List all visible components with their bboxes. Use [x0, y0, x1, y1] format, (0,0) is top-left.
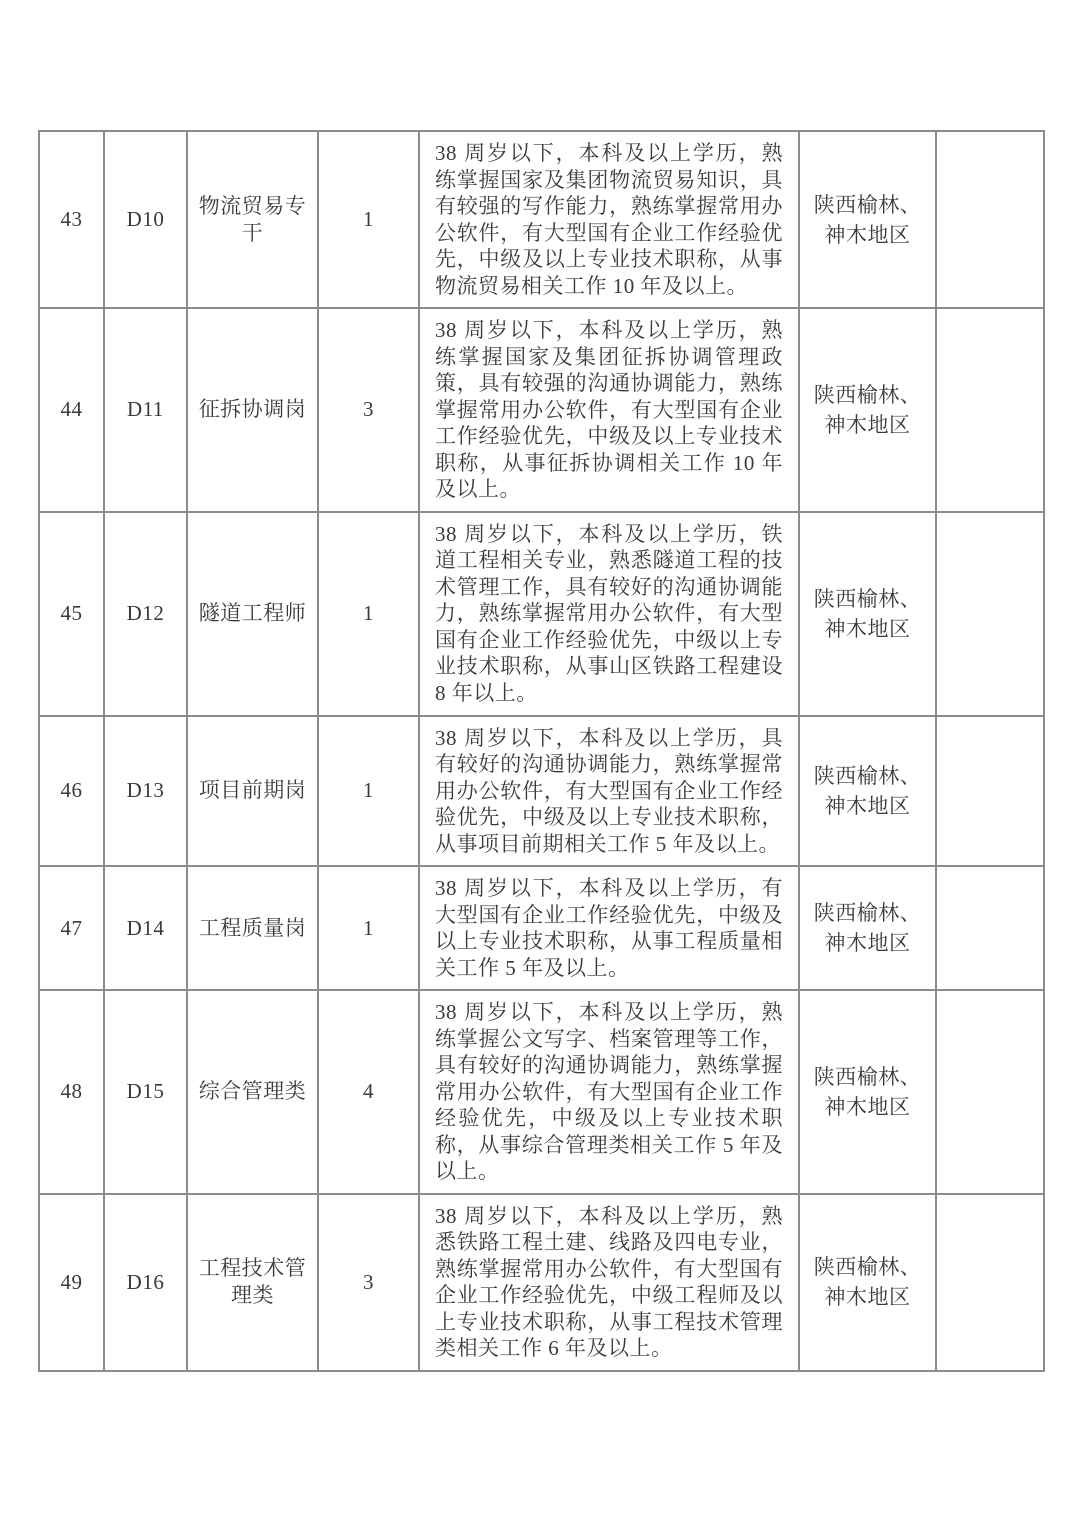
position-name-cell: 工程技术管理类	[187, 1194, 318, 1371]
position-name-cell: 隧道工程师	[187, 512, 318, 716]
position-name-cell: 综合管理类	[187, 990, 318, 1194]
headcount-cell: 1	[318, 131, 419, 308]
position-name-cell: 物流贸易专干	[187, 131, 318, 308]
position-code-cell: D10	[104, 131, 187, 308]
requirements-cell: 38 周岁以下，本科及以上学历，熟悉铁路工程土建、线路及四电专业，熟练掌握常用办公软件，有大型国有企业工作经验优先，中级工程师及以上专业技术职称，从事工程技术管理类相关工作 6 年及以上。	[419, 1194, 799, 1371]
remark-cell	[936, 990, 1044, 1194]
position-name-cell: 工程质量岗	[187, 866, 318, 990]
position-code-cell: D16	[104, 1194, 187, 1371]
remark-cell	[936, 716, 1044, 867]
headcount-cell: 1	[318, 866, 419, 990]
row-number-cell: 43	[39, 131, 104, 308]
location-cell: 陕西榆林、神木地区	[799, 308, 936, 512]
requirements-cell: 38 周岁以下，本科及以上学历，熟练掌握国家及集团征拆协调管理政策，具有较强的沟通协调能力，熟练掌握常用办公软件，有大型国有企业工作经验优先，中级及以上专业技术职称，从事征拆协调相关工作 10 年及以上。	[419, 308, 799, 512]
position-code-cell: D13	[104, 716, 187, 867]
table-row	[39, 131, 1044, 308]
requirements-cell: 38 周岁以下，本科及以上学历，有大型国有企业工作经验优先，中级及以上专业技术职称，从事工程质量相关工作 5 年及以上。	[419, 866, 799, 990]
table-row	[39, 866, 1044, 990]
headcount-cell: 3	[318, 308, 419, 512]
headcount-cell: 1	[318, 716, 419, 867]
position-name-cell: 项目前期岗	[187, 716, 318, 867]
table-row	[39, 716, 1044, 867]
location-cell: 陕西榆林、神木地区	[799, 990, 936, 1194]
headcount-cell: 3	[318, 1194, 419, 1371]
table-row	[39, 990, 1044, 1194]
location-cell: 陕西榆林、神木地区	[799, 131, 936, 308]
job-positions-table	[38, 130, 1045, 1372]
position-code-cell: D11	[104, 308, 187, 512]
location-cell: 陕西榆林、神木地区	[799, 716, 936, 867]
table-row	[39, 308, 1044, 512]
position-name-cell: 征拆协调岗	[187, 308, 318, 512]
headcount-cell: 1	[318, 512, 419, 716]
position-code-cell: D12	[104, 512, 187, 716]
headcount-cell: 4	[318, 990, 419, 1194]
remark-cell	[936, 1194, 1044, 1371]
requirements-cell: 38 周岁以下，本科及以上学历，具有较好的沟通协调能力，熟练掌握常用办公软件，有大型国有企业工作经验优先，中级及以上专业技术职称，从事项目前期相关工作 5 年及以上。	[419, 716, 799, 867]
row-number-cell: 47	[39, 866, 104, 990]
row-number-cell: 46	[39, 716, 104, 867]
position-code-cell: D15	[104, 990, 187, 1194]
table-row	[39, 512, 1044, 716]
row-number-cell: 49	[39, 1194, 104, 1371]
remark-cell	[936, 512, 1044, 716]
remark-cell	[936, 308, 1044, 512]
location-cell: 陕西榆林、神木地区	[799, 1194, 936, 1371]
position-code-cell: D14	[104, 866, 187, 990]
requirements-cell: 38 周岁以下，本科及以上学历，熟练掌握国家及集团物流贸易知识，具有较强的写作能力，熟练掌握常用办公软件，有大型国有企业工作经验优先，中级及以上专业技术职称，从事物流贸易相关工作 10 年及以上。	[419, 131, 799, 308]
row-number-cell: 45	[39, 512, 104, 716]
row-number-cell: 48	[39, 990, 104, 1194]
location-cell: 陕西榆林、神木地区	[799, 512, 936, 716]
remark-cell	[936, 866, 1044, 990]
row-number-cell: 44	[39, 308, 104, 512]
location-cell: 陕西榆林、神木地区	[799, 866, 936, 990]
table-row	[39, 1194, 1044, 1371]
requirements-cell: 38 周岁以下，本科及以上学历，铁道工程相关专业，熟悉隧道工程的技术管理工作，具有较好的沟通协调能力，熟练掌握常用办公软件，有大型国有企业工作经验优先，中级以上专业技术职称，从事山区铁路工程建设 8 年以上。	[419, 512, 799, 716]
requirements-cell: 38 周岁以下，本科及以上学历，熟练掌握公文写字、档案管理等工作，具有较好的沟通协调能力，熟练掌握常用办公软件，有大型国有企业工作经验优先，中级及以上专业技术职称，从事综合管理类相关工作 5 年及以上。	[419, 990, 799, 1194]
remark-cell	[936, 131, 1044, 308]
